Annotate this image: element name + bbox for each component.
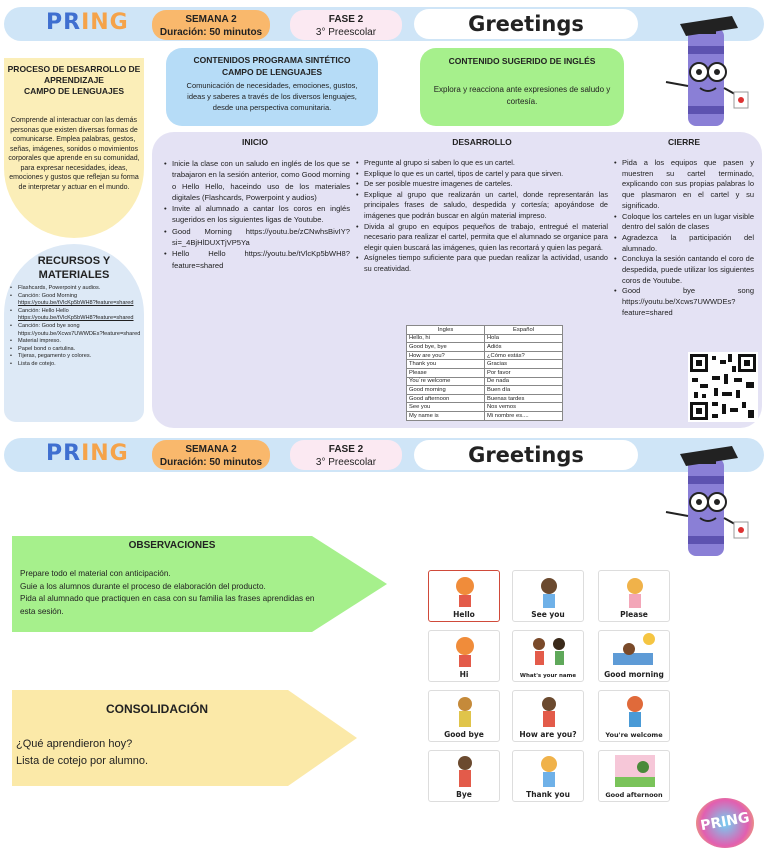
boy-thanking-icon bbox=[513, 751, 585, 791]
table-row: See you Nos vemos bbox=[407, 403, 563, 412]
semana-pill bbox=[152, 10, 270, 40]
flashcard-bye: Bye bbox=[428, 750, 500, 802]
two-kids-icon bbox=[513, 631, 585, 671]
boy-waving-icon bbox=[429, 631, 501, 671]
table-row: How are you? ¿Cómo estás? bbox=[407, 351, 563, 360]
consolidacion-title: CONSOLIDACIÓN bbox=[106, 702, 208, 716]
flashcard-hi: Hi bbox=[428, 630, 500, 682]
flashcard-whats-your-name: What's your name bbox=[512, 630, 584, 682]
flashcard-hello: Hello bbox=[428, 570, 500, 622]
boy-backpack-icon bbox=[429, 691, 501, 731]
page-title-2: Greetings bbox=[414, 440, 638, 470]
flashcard-how-are-you: How are you? bbox=[512, 690, 584, 742]
flashcard-thank-you: Thank you bbox=[512, 750, 584, 802]
pring-logo: PRING bbox=[46, 10, 129, 35]
page-title: Greetings bbox=[414, 9, 638, 39]
desarrollo-title: DESARROLLO bbox=[452, 137, 512, 147]
flashcard-good-bye: Good bye bbox=[428, 690, 500, 742]
observaciones-title: OBSERVACIONES bbox=[128, 540, 216, 551]
vocabulary-table bbox=[406, 325, 563, 421]
desarrollo-list: • Pregunte al grupo si saben lo que es un cartel. • Explique lo que es un cartel, tipos de cartel y para que sirven. • De ser posible muestre imagenes de carteles. • Explique al grupo que realizarán un cartel, donde representarán las principales frases de saludo, despedida y cortesía; apoyándose de imágenes que podrán buscar en algún material impreso. • Divida al grupo en equipos pequeños de trabajo, entregué el material necesario para realizar el cartel, permita que el alumnado se organice para elegir quien buscará las imágenes, quien las recortará y quien las pegará. • Asígneles tiempo suficiente para que puedan realizar la actividad, usando su creatividad. bbox=[356, 158, 608, 275]
proceso-title: PROCESO DE DESARROLLO DE APRENDIZAJE CAMPO DE LENGUAJES bbox=[7, 64, 141, 96]
flashcard-youre-welcome: You're welcome bbox=[598, 690, 670, 742]
boy-waving-icon bbox=[429, 571, 501, 611]
table-row: Thank you Gracias bbox=[407, 360, 563, 369]
flashcard-see-you: See you bbox=[512, 570, 584, 622]
boy-icon bbox=[513, 691, 585, 731]
table-row: Please Por favor bbox=[407, 368, 563, 377]
flashcard-please: Please bbox=[598, 570, 670, 622]
pring-logo-2: PRING bbox=[46, 441, 129, 466]
semana-label: SEMANA 2 bbox=[185, 14, 237, 25]
table-row: Good afternoon Buenas tardes bbox=[407, 394, 563, 403]
table-header: Ingles Español bbox=[407, 326, 563, 335]
fase-pill-2: FASE 2 3° Preescolar bbox=[290, 440, 402, 470]
crayon-mascot-illustration bbox=[646, 6, 756, 136]
girl-icon bbox=[599, 691, 671, 731]
qr-code-icon bbox=[688, 352, 758, 422]
fase-label: FASE 2 bbox=[328, 14, 364, 25]
girl-praying-icon bbox=[599, 571, 671, 611]
proceso-body: Comprende al interactuar con las demás personas que existen diversas formas de comunicarse. Emplea palabras, gestos, señas, imágenes, sonidos o movimientos corporales que aprende en su comunidad, para expresar necesidades, ideas, emociones y gustos que reflejan su forma de interpretar y actuar en el mundo. bbox=[8, 117, 140, 191]
contenidos-body: Comunicación de necesidades, emociones, gustos, ideas y saberes a través de los diversos lenguajes, desde una perspectiva comunitaria. bbox=[186, 81, 358, 112]
recursos-list: • Flashcards, Powerpoint y audios. • Canción: Good Morning https://youtu.be/tVlcKp5bWH8?feature=shared • Canción: Hello Hello https://youtu.be/tVlcKp5bWH8?feature=shared • Canción: Good bye song https://youtu.be/Xcws7UWWDEs?feature=shared • Material impreso. • Papel bond o cartulina. • Tijeras, pegamento y colores. • Lista de cotejo. bbox=[10, 285, 142, 369]
duracion-label: Duración: 50 minutos bbox=[159, 27, 263, 38]
inicio-title: INICIO bbox=[242, 137, 268, 147]
fase-pill bbox=[290, 10, 402, 40]
flashcard-good-afternoon: Good afternoon bbox=[598, 750, 670, 802]
inicio-list: • Inicie la clase con un saludo en inglés de los que se trabajaron en la sesión anterior, como Good morning o Hello Hello, haceindo uso de los materiales digitales (Flashcards, Powerpoint y audios) • Invite al alumnado a cantar los coros en inglés sugeridos en los siguientes ligas de Youtube. • Good Morning https://youtu.be/zCNwhsBivIY?si=_4BjHlDUXTjVP5Ya • Hello Hello https://youtu.be/tVlcKp5bWH8?feature=shared bbox=[164, 158, 350, 271]
cierre-list: • Pida a los equipos que pasen y muestren su cartel terminado, explicando con sus propias palabras lo que plasmaron en el cartel y su significado. • Coloque los carteles en un lugar visible dentro del salón de clases • Agradezca la participación del alumnado. • Concluya la sesión cantando el coro de despedida, puede utilizar los siguientes coros de Youtube. • Good bye song https://youtu.be/Xcws7UWWDEs?feature=shared bbox=[614, 158, 754, 319]
observaciones-body: Prepare todo el material con anticipación. Guie a los alumnos durante el proceso de elaboración del producto. Pida al alumnado que practiquen en casa con su familia las frases aprendidas en esta sesión. bbox=[20, 569, 315, 616]
ingles-title: CONTENIDO SUGERIDO DE INGLÉS bbox=[448, 56, 596, 66]
flashcards-grid bbox=[426, 570, 676, 800]
table-row: You´re welcome De nada bbox=[407, 377, 563, 386]
consolidacion-body: ¿Qué aprendieron hoy? Lista de cotejo por alumno. bbox=[16, 738, 149, 767]
recursos-title: RECURSOS Y MATERIALES bbox=[37, 255, 111, 281]
crayon-mascot-illustration-2 bbox=[646, 436, 756, 566]
boy-icon bbox=[429, 751, 501, 791]
table-row: My name is Mi nombre es.... bbox=[407, 411, 563, 420]
table-row: Good morning Buen día bbox=[407, 386, 563, 395]
cierre-title: CIERRE bbox=[667, 137, 701, 147]
flashcard-good-morning: Good morning bbox=[598, 630, 670, 682]
contenidos-title: CONTENIDOS PROGRAMA SINTÉTICO CAMPO DE LENGUAJES bbox=[193, 55, 351, 77]
table-row: Good bye, bye Adiós bbox=[407, 343, 563, 352]
pring-badge-text: PRING bbox=[699, 809, 751, 835]
ingles-body: Explora y reacciona ante expresiones de saludo y cortesía. bbox=[433, 85, 611, 106]
girl-icon bbox=[513, 571, 585, 611]
landscape-icon bbox=[599, 751, 671, 791]
table-row: Hello, hi Hola bbox=[407, 334, 563, 343]
semana-pill-2: SEMANA 2 Duración: 50 minutos bbox=[152, 440, 270, 470]
grado-label: 3° Preescolar bbox=[315, 27, 377, 38]
boy-in-bed-icon bbox=[599, 631, 671, 671]
